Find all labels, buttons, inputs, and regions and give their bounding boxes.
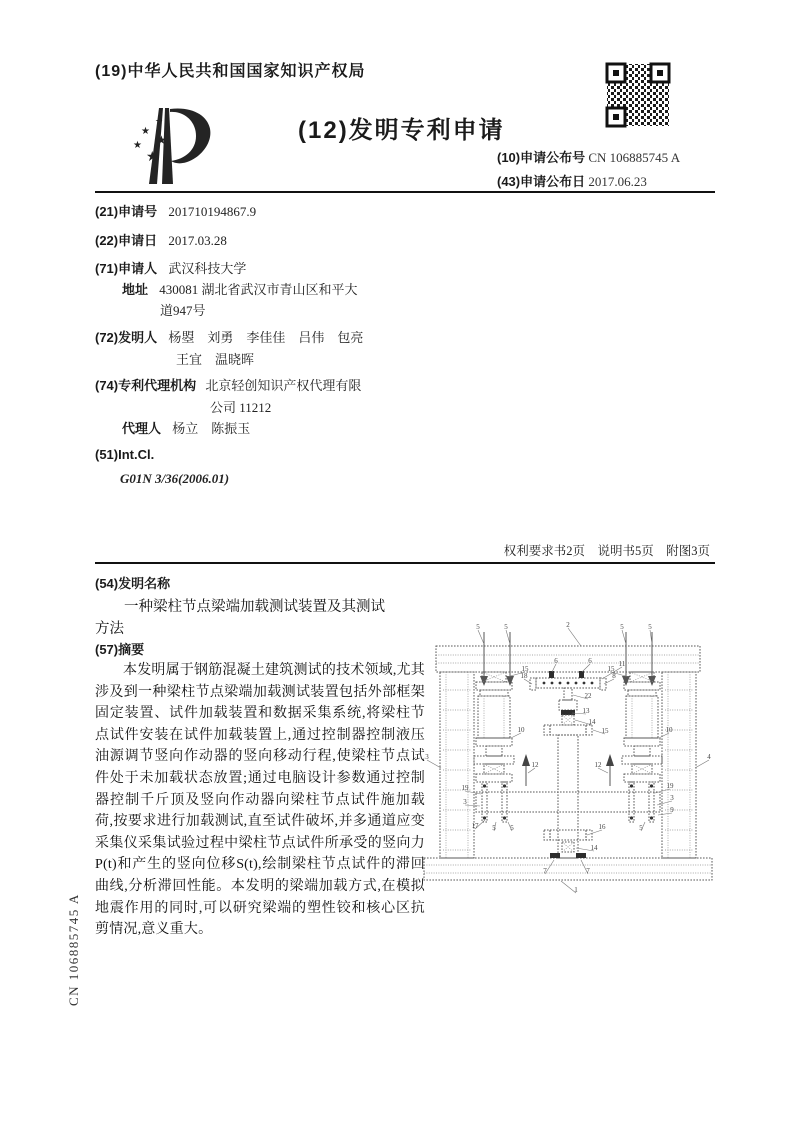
right-column-rungs	[665, 690, 693, 850]
intcl-value: G01N 3/36(2006.01)	[120, 471, 230, 486]
figure-callout-3: 3	[425, 753, 429, 761]
figure-callout-5: 5	[476, 623, 480, 631]
figure-callout-6: 6	[588, 657, 592, 665]
figure-leader-line	[478, 630, 484, 644]
figure-callouts	[425, 621, 711, 894]
pages-info: 权利要求书2页 说明书5页 附图3页	[503, 544, 710, 558]
qr-code-icon	[605, 62, 671, 133]
inventors-line2	[176, 349, 254, 368]
figure-callout-5: 5	[504, 623, 508, 631]
agency-line1	[95, 375, 361, 394]
figure-callout-5: 5	[639, 824, 643, 832]
figure-leader-line	[427, 760, 441, 768]
intcl-value-line	[120, 471, 229, 487]
biblio-divider	[95, 562, 715, 564]
agency-value-line2: 公司 11212	[210, 400, 272, 415]
address-line2	[160, 300, 206, 319]
figure-callout-15: 15	[521, 665, 529, 673]
figure-callout-5: 5	[492, 824, 496, 832]
document-type-title: (12)发明专利申请	[298, 117, 505, 144]
specimen-beam	[476, 792, 660, 812]
invention-title-line2: 方法	[95, 621, 124, 637]
intcl-label: (51)Int.Cl.	[95, 447, 155, 462]
agent-value: 杨立 陈振玉	[172, 421, 251, 436]
cnipa-logo-icon	[122, 100, 228, 195]
address-value-line1: 430081 湖北省武汉市青山区和平大	[159, 282, 358, 297]
abstract-section-label: (57)摘要	[95, 642, 145, 657]
figure-callout-15: 15	[607, 665, 615, 673]
applicant-line	[95, 258, 246, 277]
figure-leader-line	[465, 805, 480, 806]
figure-leader-line	[695, 760, 709, 768]
figure-callout-11: 11	[618, 660, 626, 668]
figure-callout-6: 6	[554, 657, 558, 665]
left-actuator	[474, 672, 514, 782]
inventors-label: (72)发明人	[95, 330, 158, 345]
inventors-value-line1: 杨曌 刘勇 李佳佳 吕伟 包亮	[168, 330, 364, 345]
patent-figure	[418, 616, 720, 898]
address-line1	[122, 279, 358, 298]
title-section-label: (54)发明名称	[95, 576, 171, 591]
figure-callout-15: 15	[601, 727, 609, 735]
publication-date-value: 2017.06.23	[588, 174, 647, 189]
intcl-line	[95, 447, 154, 463]
figure-callout-3: 3	[670, 794, 674, 802]
figure-callout-14: 14	[588, 718, 596, 726]
agency-value-line1: 北京轻创知识产权代理有限	[205, 378, 362, 393]
patent-figure-drawing	[418, 616, 720, 898]
figure-callout-10: 10	[517, 726, 525, 734]
figure-callout-5: 5	[648, 623, 652, 631]
figure-callout-19: 19	[666, 782, 674, 790]
figure-callout-7: 7	[586, 867, 590, 875]
figure-leader-line	[568, 628, 581, 646]
svg-text:★: ★	[141, 126, 150, 137]
figure-leader-line	[582, 664, 590, 672]
left-beam-end-clamp	[482, 782, 507, 822]
figure-callout-16: 16	[598, 823, 606, 831]
figure-callout-12: 12	[594, 761, 602, 769]
right-actuator	[622, 672, 662, 782]
publication-date-label: (43)申请公布日	[497, 174, 586, 189]
right-beam-end-clamp	[629, 782, 654, 822]
inventors-line1	[95, 327, 363, 346]
column-bottom-assembly	[544, 830, 592, 858]
svg-text:★: ★	[155, 116, 164, 126]
figure-leader-line	[506, 630, 510, 644]
address-value-line2: 道947号	[160, 303, 206, 318]
svg-text:★: ★	[133, 140, 142, 151]
application-number-line	[95, 201, 256, 220]
issuing-office: (19)中华人民共和国国家知识产权局	[95, 63, 366, 80]
agent-line	[122, 418, 250, 437]
inventors-value-line2: 王宜 温晓晖	[176, 352, 255, 367]
figure-callout-2: 2	[566, 621, 570, 629]
address-label: 地址	[122, 282, 149, 297]
figure-callout-5: 5	[510, 824, 514, 832]
qr-code-graphic	[605, 62, 671, 128]
agent-label: 代理人	[122, 421, 162, 436]
figure-callout-5: 5	[620, 623, 624, 631]
figure-callout-19: 19	[461, 784, 469, 792]
figure-callout-13: 13	[582, 707, 590, 715]
filing-date-value: 2017.03.28	[168, 233, 227, 248]
figure-callout-4: 4	[707, 753, 711, 761]
svg-text:★: ★	[156, 133, 167, 147]
filing-date-label: (22)申请日	[95, 233, 158, 248]
figure-callout-9: 9	[670, 806, 674, 814]
figure-callout-1: 1	[574, 886, 578, 894]
publication-number-line	[497, 146, 680, 170]
figure-callout-22: 22	[584, 692, 592, 700]
figure-leader-line	[552, 664, 556, 672]
load-arrows	[522, 754, 614, 786]
figure-callout-14: 14	[590, 844, 598, 852]
side-publication-number: CN 106885745 A	[66, 893, 81, 1006]
abstract-text: 本发明属于钢筋混凝土建筑测试的技术领域,尤其涉及到一种梁柱节点梁端加载测试装置包括外部框架固定装置、试件加载装置和数据采集系统,将梁柱节点试件安装在试件加载装置上,通过控制器控制液压油源调节竖向作动器的竖向移动行程,使梁柱节点试件处于未加载状态放置;通过电脑设计参数通过控制器控制千斤顶及竖向作动器向梁柱节点试件施加载荷,按要求进行加载测试,直至试件破坏,并多通道应变采集仪采集试验过程中梁柱节点试件所承受的竖向力P(t)和产生的竖向位移S(t),绘制梁柱节点试件的滞回曲线,分析滞回性能。本发明的梁端加载方式,在模拟地震作用的同时,可以研究梁端的塑性铰和核心区抗剪情况,意义重大。	[95, 663, 425, 938]
invention-title-line1: 一种梁柱节点梁端加载测试装置及其测试	[124, 599, 385, 615]
figure-callout-12: 12	[531, 761, 539, 769]
figure-leader-line	[622, 630, 626, 644]
publication-number-value: CN 106885745 A	[588, 150, 681, 165]
application-number-value: 201710194867.9	[168, 204, 257, 219]
figure-callout-17: 17	[471, 822, 479, 830]
header-divider	[95, 191, 715, 193]
cnipa-logo-graphic	[122, 100, 228, 190]
svg-text:★: ★	[146, 150, 159, 165]
filing-date-line	[95, 230, 227, 249]
figure-callout-3: 3	[463, 798, 467, 806]
figure-callout-7: 7	[543, 867, 547, 875]
publication-block	[497, 146, 680, 194]
agency-label: (74)专利代理机构	[95, 378, 197, 393]
left-column-rungs	[443, 690, 471, 850]
applicant-label: (71)申请人	[95, 261, 158, 276]
figure-callout-10: 10	[665, 726, 673, 734]
application-number-label: (21)申请号	[95, 204, 158, 219]
tie-rods	[480, 632, 656, 686]
applicant-value: 武汉科技大学	[168, 261, 247, 276]
figure-callout-18: 18	[520, 672, 528, 680]
figure-callout-8: 8	[612, 672, 616, 680]
publication-number-label: (10)申请公布号	[497, 150, 586, 165]
agency-line2	[210, 397, 271, 416]
